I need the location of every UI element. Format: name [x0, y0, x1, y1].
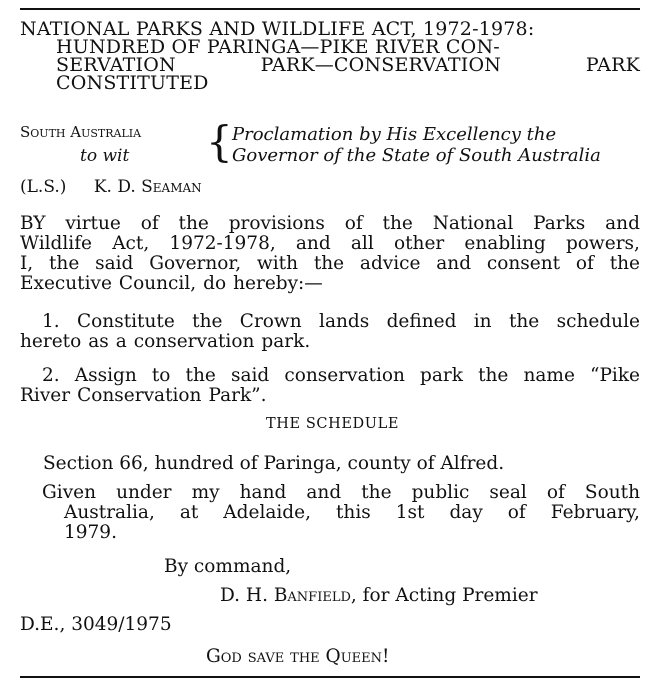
- closing-line: God save the Queen!: [206, 646, 390, 667]
- schedule-text: Section 66, hundred of Paringa, county of Alfred.: [43, 453, 505, 474]
- top-rule: [20, 8, 640, 10]
- to-wit: to wit: [80, 146, 130, 166]
- title-line-4: CONSTITUTED: [56, 72, 209, 94]
- reference-number: D.E., 3049/1975: [20, 614, 172, 635]
- signatory-role: , for Acting Premier: [350, 585, 538, 606]
- signatory: [220, 585, 538, 606]
- text-line: 1979.: [64, 522, 117, 543]
- text-line: Australia, at Adelaide, this 1st day of February,: [64, 502, 640, 523]
- paragraph-clause-2: [20, 366, 640, 406]
- paragraph-clause-1: [20, 312, 640, 352]
- text-line: Wildlife Act, 1972-1978, and all other enabling powers,: [20, 233, 640, 254]
- proclamation-line-2: Governor of the State of South Australia: [232, 145, 601, 166]
- schedule-heading: THE SCHEDULE: [265, 416, 400, 432]
- paragraph-preamble: [20, 214, 640, 294]
- seal-line: [20, 177, 202, 197]
- proclamation-line-1: Proclamation by His Excellency the: [232, 124, 557, 145]
- proclamation-block: [20, 117, 640, 166]
- by-command: By command,: [164, 556, 292, 577]
- state-name: South Australia: [20, 123, 142, 141]
- governor-name: K. D. Seaman: [93, 177, 202, 197]
- proclamation-heading: [232, 124, 601, 166]
- title-word: PARK—CONSERVATION: [260, 54, 502, 76]
- given-under-hand: [42, 483, 640, 543]
- text-line: hereto as a conservation park.: [20, 331, 311, 352]
- signatory-name: D. H. Banfield: [220, 585, 351, 606]
- locus-sigilli: (L.S.): [20, 177, 67, 197]
- text-line: I, the said Governor, with the advice and consent of the: [20, 253, 640, 274]
- title-line-1: NATIONAL PARKS AND WILDLIFE ACT, 1972-1978:: [20, 18, 535, 40]
- text-line: Executive Council, do hereby:—: [20, 273, 323, 294]
- text-line: 1. Constitute the Crown lands defined in the schedule: [42, 311, 640, 332]
- text-line: River Conservation Park”.: [20, 385, 267, 406]
- text-line: BY virtue of the provisions of the National Parks and: [20, 213, 640, 234]
- text-line: 2. Assign to the said conservation park the name “Pike: [42, 365, 640, 386]
- bottom-rule: [20, 676, 640, 678]
- title-word: SERVATION: [56, 54, 176, 76]
- text-line: Given under my hand and the public seal of South: [42, 482, 640, 503]
- curly-brace-icon: {: [206, 117, 233, 166]
- notice-title: [20, 20, 640, 92]
- title-line-2: HUNDRED OF PARINGA—PIKE RIVER CON-: [56, 36, 500, 58]
- title-word: PARK: [585, 54, 640, 76]
